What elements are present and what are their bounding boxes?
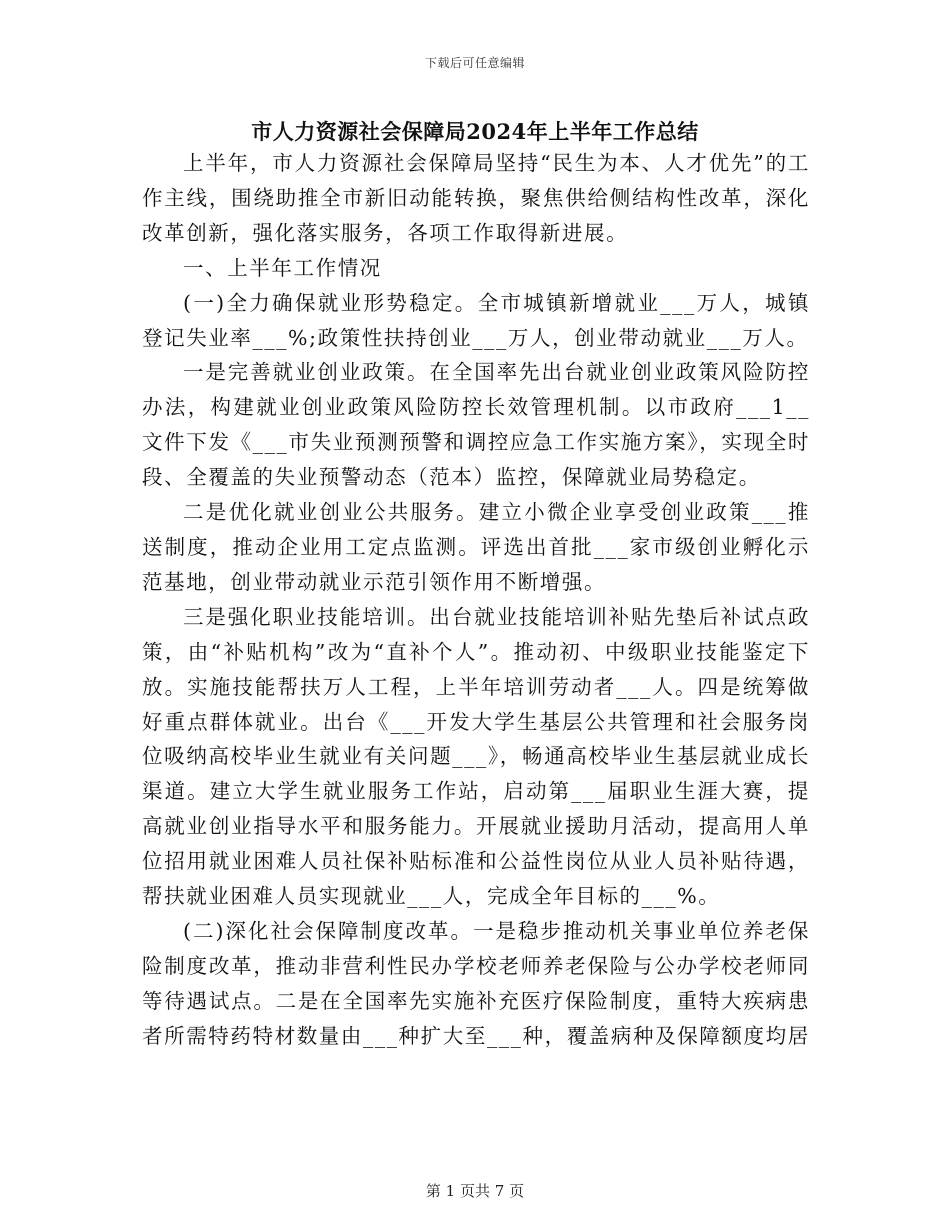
paragraph-intro: 上半年，市人力资源社会保障局坚持“民生为本、人才优先”的工作主线，围绕助推全市新旧动能转换，聚焦供给侧结构性改革，深化改革创新，强化落实服务，各项工作取得新进展。 [142,151,810,245]
document-body [142,146,810,1054]
section-heading-work-status: 一、上半年工作情况 [183,255,382,280]
header-note: 下载后可任意编辑 [424,56,525,70]
paragraph-skills-training: 三是强化职业技能培训。出台就业技能培训补贴先垫后补试点政策，由“补贴机构”改为“直补个人”。推动初、中级职业技能鉴定下放。实施技能帮扶万人工程，上半年培训劳动者___人。四是统筹做好重点群体就业。出台《___开发大学生基层公共管理和社会服务岗位吸纳高校毕业生就业有关问题___》，畅通高校毕业生基层就业成长渠道。建立大学生就业服务工作站，启动第___届职业生涯大赛，提高就业创业指导水平和服务能力。开展就业援助月活动，提高用人单位招用就业困难人员社保补贴标准和公益性岗位从业人员补贴待遇，帮扶就业困难人员实现就业___人，完成全年目标的___%。 [142,604,810,909]
paragraph-social-security-reform: (二)深化社会保障制度改革。一是稳步推动机关事业单位养老保险制度改革，推动非营利性民办学校老师养老保险与公办学校老师同等待遇试点。二是在全国率先实施补充医疗保险制度，重特大疾病患者所需特药特材数量由___种扩大至___种，覆盖病种及保障额度均居 [142,918,810,1048]
document-title: 市人力资源社会保障局2024年上半年工作总结 [251,119,699,144]
page-number: 第 1 页共 7 页 [425,1182,525,1200]
paragraph-employment-stability: (一)全力确保就业形势稳定。全市城镇新增就业___万人，城镇登记失业率___%;政策性扶持创业___万人，创业带动就业___万人。 [142,290,810,350]
paragraph-employment-policy: 一是完善就业创业政策。在全国率先出台就业创业政策风险防控办法，构建就业创业政策风险防控长效管理机制。以市政府___1__文件下发《___市失业预测预警和调控应急工作实施方案》，实现全时段、全覆盖的失业预警动态（范本）监控，保障就业局势稳定。 [142,360,810,490]
paragraph-public-service: 二是优化就业创业公共服务。建立小微企业享受创业政策___推送制度，推动企业用工定点监测。评选出首批___家市级创业孵化示范基地，创业带动就业示范引领作用不断增强。 [142,500,810,594]
